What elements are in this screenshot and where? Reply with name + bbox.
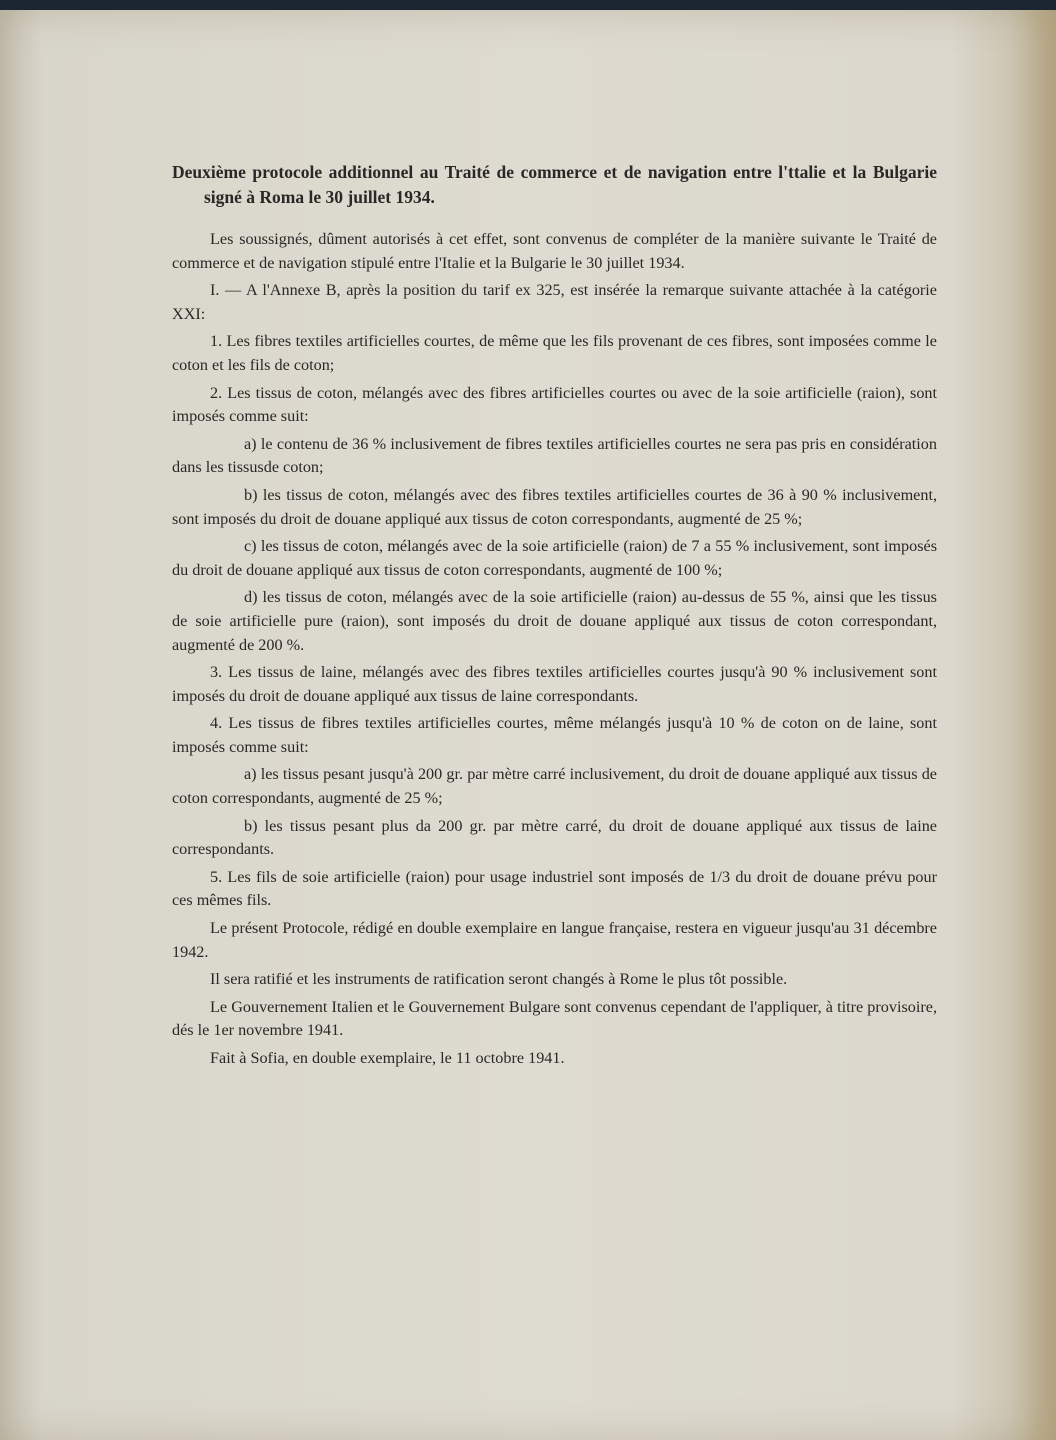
paragraph: a) les tissus pesant jusqu'à 200 gr. par mètre carré inclusivement, du droit de douane appliqué aux tissus de coton correspondants, augmenté de 25 %; [172,765,937,808]
paragraph: a) le contenu de 36 % inclusivement de fibres textiles artificielles courtes ne sera pas pris en considération dans les tissusde coton; [172,434,937,477]
paragraph: Le Gouvernement Italien et le Gouvernement Bulgare sont convenus cependant de l'appliquer, à titre provisoire, dés le 1er novembre 1941. [172,997,937,1040]
bleed-through-text [165,90,945,160]
paragraph: Il sera ratifié et les instruments de ratification seront changés à Rome le plus tôt possible. [210,970,788,989]
paragraph: 5. Les fils de soie artificielle (raion) pour usage industriel sont imposés de 1/3 du droit de douane prévu pour ces mêmes fils. [172,867,937,910]
paragraph: d) les tissus de coton, mélangés avec de la soie artificielle (raion) au-dessus de 55 %, ainsi que les tissus de soie artificielle pure (raion), sont imposés du droit de douane appliqué aux tissus de coton correspondant, augmenté de 200 %. [172,588,937,654]
paragraph: Le présent Protocole, rédigé en double exemplaire en langue française, restera en vigueur jusqu'au 31 décembre 1942. [172,919,937,961]
paragraph: b) les tissus pesant plus da 200 gr. par mètre carré, du droit de douane appliqué aux tissus de laine correspondants. [172,816,937,859]
paragraph: c) les tissus de coton, mélangés avec de la soie artificielle (raion) de 7 a 55 % inclusivement, sont imposés du droit de douane appliqué aux tissus de coton correspondants, augmenté de 100 %; [172,537,937,579]
paragraph: 4. Les tissus de fibres textiles artificielles courtes, même mélangés jusqu'à 10 % de coton on de laine, sont imposés comme suit: [172,714,937,756]
paragraph: I. — A l'Annexe B, après la position du tarif ex 325, est insérée la remarque suivante attachée à la catégorie XXI: [172,281,937,323]
paragraph: 3. Les tissus de laine, mélangés avec des fibres textiles artificielles courtes jusqu'à 90 % inclusivement sont imposés du droit de douane appliqué aux tissus de laine correspondants. [172,663,937,705]
paragraph: 1. Les fibres textiles artificielles courtes, de même que les fils provenant de ces fibres, sont imposées comme le coton et les fils de coton; [172,332,937,374]
paragraph: b) les tissus de coton, mélangés avec des fibres textiles artificielles courtes de 36 à 90 % inclusivement, sont imposés du droit de douane appliqué aux tissus de coton correspondants, augmenté de 25 %; [172,485,937,528]
paragraph: Fait à Sofia, en double exemplaire, le 11 octobre 1941. [210,1049,565,1067]
document-title: Deuxième protocole additionnel au Traité de commerce et de navigation entre l'ttalie et la Bulgarie signé à Roma le 30 juillet 1934. [172,162,937,207]
document-body [172,160,937,1075]
paragraph: Les soussignés, dûment autorisés à cet effet, sont convenus de compléter de la manière suivante le Traité de commerce et de navigation stipulé entre l'Italie et la Bulgarie le 30 juillet 1934. [172,230,937,272]
paragraph: 2. Les tissus de coton, mélangés avec des fibres artificielles courtes ou avec de la soie artificielle (raion), sont imposés comme suit: [172,383,937,426]
paragraph-list [172,228,937,1071]
page-spine-shadow [1008,10,1056,1440]
